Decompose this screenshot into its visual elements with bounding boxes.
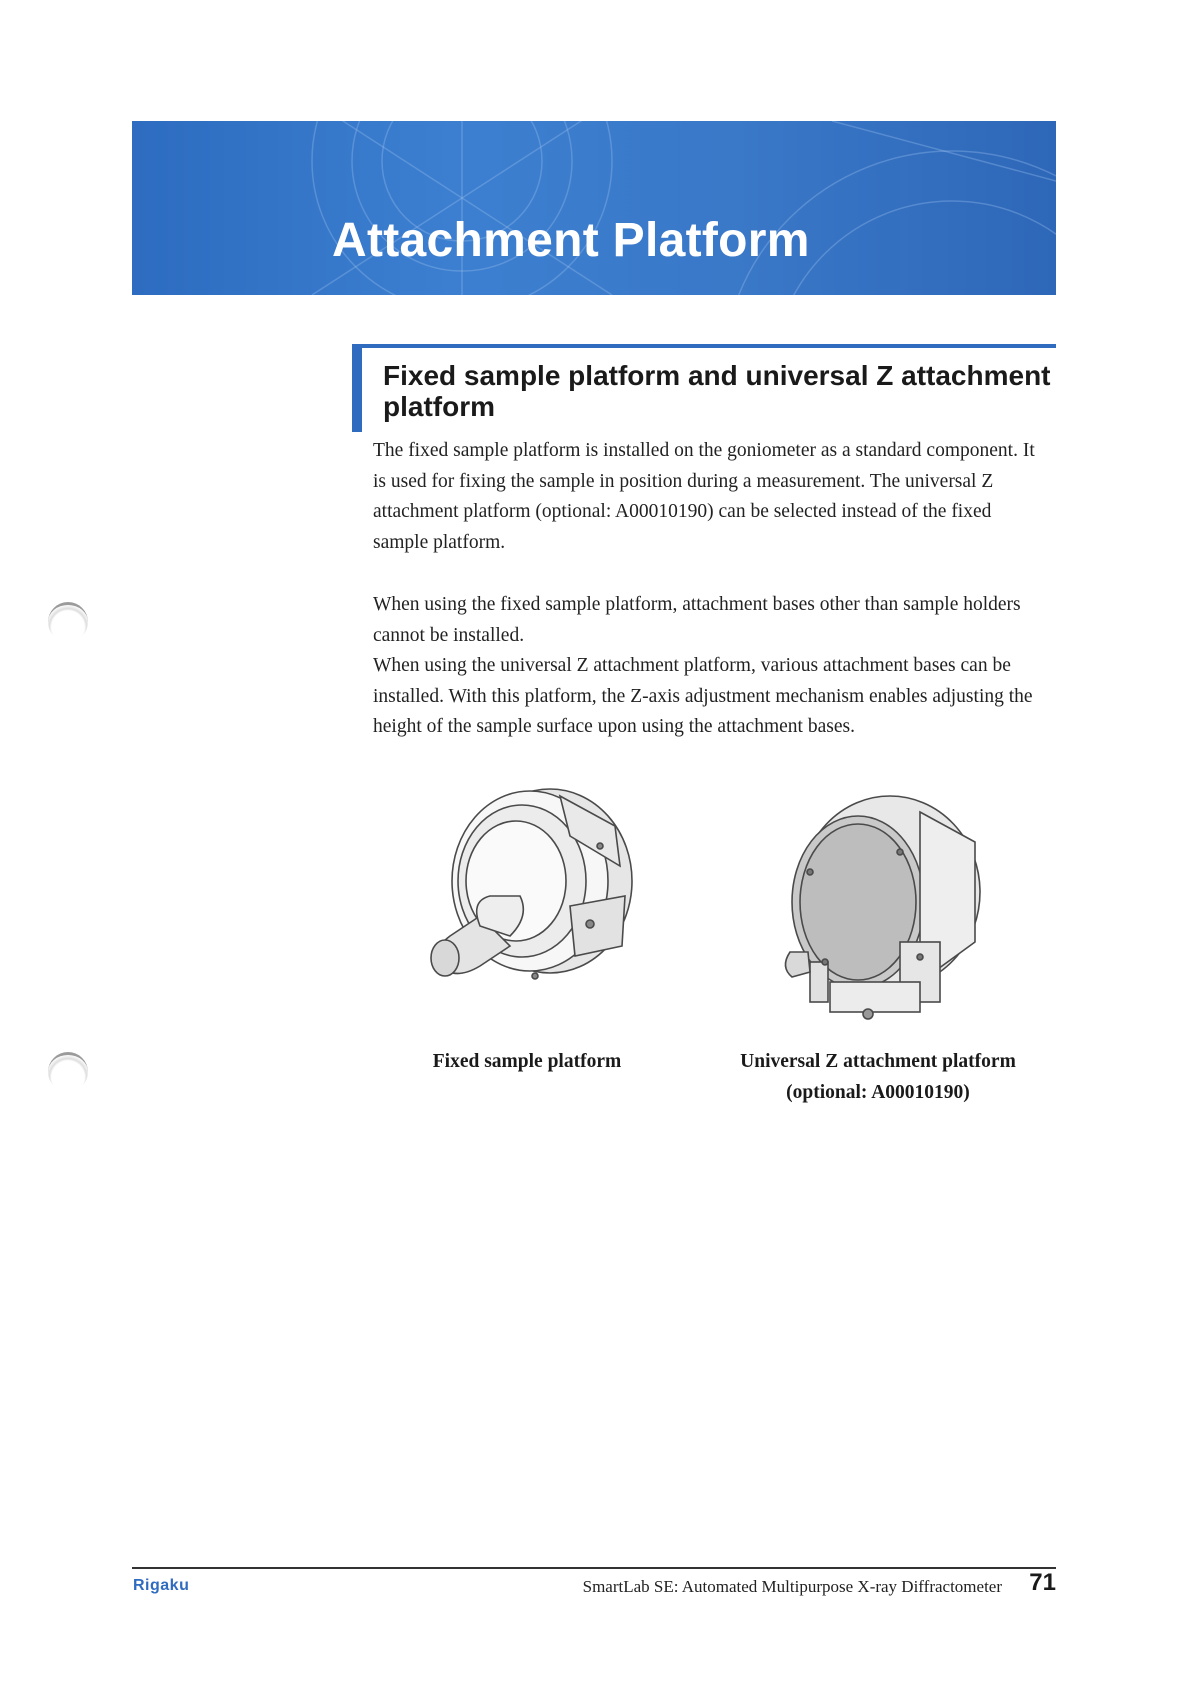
universal-z-attachment-platform-illustration <box>770 792 990 1028</box>
caption-universal-line2: (optional: A00010190) <box>786 1082 970 1103</box>
footer-divider <box>132 1567 1056 1569</box>
footer-document-title: SmartLab SE: Automated Multipurpose X-ray Diffractometer <box>582 1577 1002 1596</box>
section-header <box>352 344 1056 432</box>
paragraph-fixed-platform: When using the fixed sample platform, attachment bases other than sample holders cannot be installed. <box>373 594 1021 646</box>
rigaku-logo: Rigaku <box>133 1577 190 1594</box>
chapter-banner <box>132 121 1056 295</box>
caption-fixed-sample-platform: Fixed sample platform <box>432 1051 622 1072</box>
paragraph-intro: The fixed sample platform is installed on the goniometer as a standard component. It is used for fixing the sample in position during a measurement. The universal Z attachment platform (optional: A00010190) can be selected instead of the fixed sample platform. <box>373 440 1035 554</box>
fixed-sample-platform-illustration <box>410 786 650 996</box>
banner-decoration <box>132 121 1056 295</box>
caption-universal-z-attachment-platform <box>700 1046 1056 1108</box>
paragraph-universal-platform: When using the universal Z attachment platform, various attachment bases can be installed. With this platform, the Z-axis adjustment mechanism enables adjusting the height of the sample surface upon using the attachment bases. <box>373 655 1033 738</box>
section-title: Fixed sample platform and universal Z attachment platform <box>383 360 1051 422</box>
caption-universal-line1: Universal Z attachment platform <box>740 1051 1016 1072</box>
punch-hole-lower <box>48 1052 88 1092</box>
chapter-title: Attachment Platform <box>332 214 810 267</box>
page-number: 71 <box>1029 1569 1056 1596</box>
punch-hole-upper <box>48 602 88 642</box>
